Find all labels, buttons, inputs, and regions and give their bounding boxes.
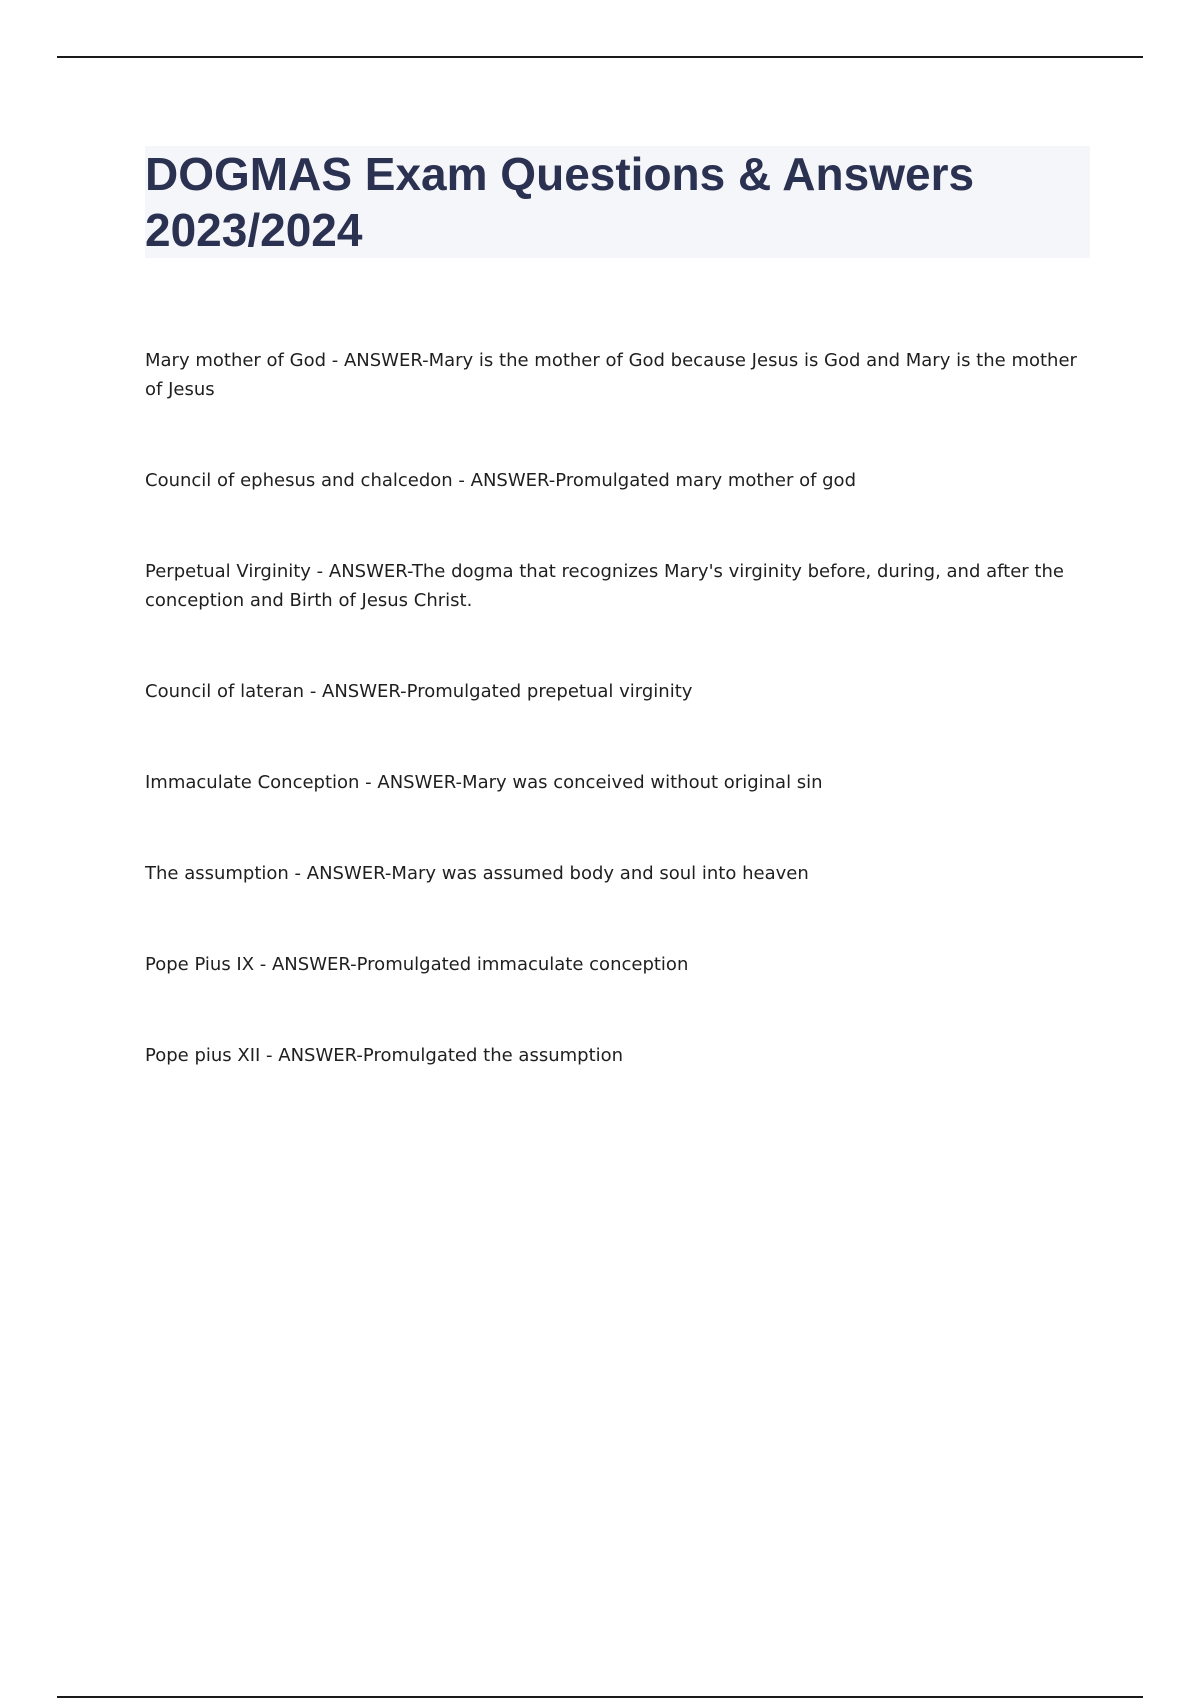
title-block bbox=[145, 146, 1090, 258]
qa-item: Mary mother of God - ANSWER-Mary is the mother of God because Jesus is God and Mary is the mother of Jesus bbox=[145, 350, 1077, 400]
document-title: DOGMAS Exam Questions & Answers 2023/2024 bbox=[145, 148, 975, 256]
qa-item: Council of ephesus and chalcedon - ANSWER-Promulgated mary mother of god bbox=[145, 470, 856, 491]
qa-item: Pope Pius IX - ANSWER-Promulgated immaculate conception bbox=[145, 954, 689, 975]
qa-item: Council of lateran - ANSWER-Promulgated prepetual virginity bbox=[145, 681, 693, 702]
header-rule bbox=[57, 56, 1143, 58]
qa-item: Immaculate Conception - ANSWER-Mary was conceived without original sin bbox=[145, 772, 823, 793]
qa-item: The assumption - ANSWER-Mary was assumed body and soul into heaven bbox=[145, 863, 809, 884]
qa-item: Pope pius XII - ANSWER-Promulgated the assumption bbox=[145, 1045, 624, 1066]
qa-item: Perpetual Virginity - ANSWER-The dogma that recognizes Mary's virginity before, during, and after the conception and Birth of Jesus Christ. bbox=[145, 561, 1064, 611]
qa-list bbox=[145, 346, 1090, 1132]
footer-rule bbox=[57, 1696, 1143, 1698]
